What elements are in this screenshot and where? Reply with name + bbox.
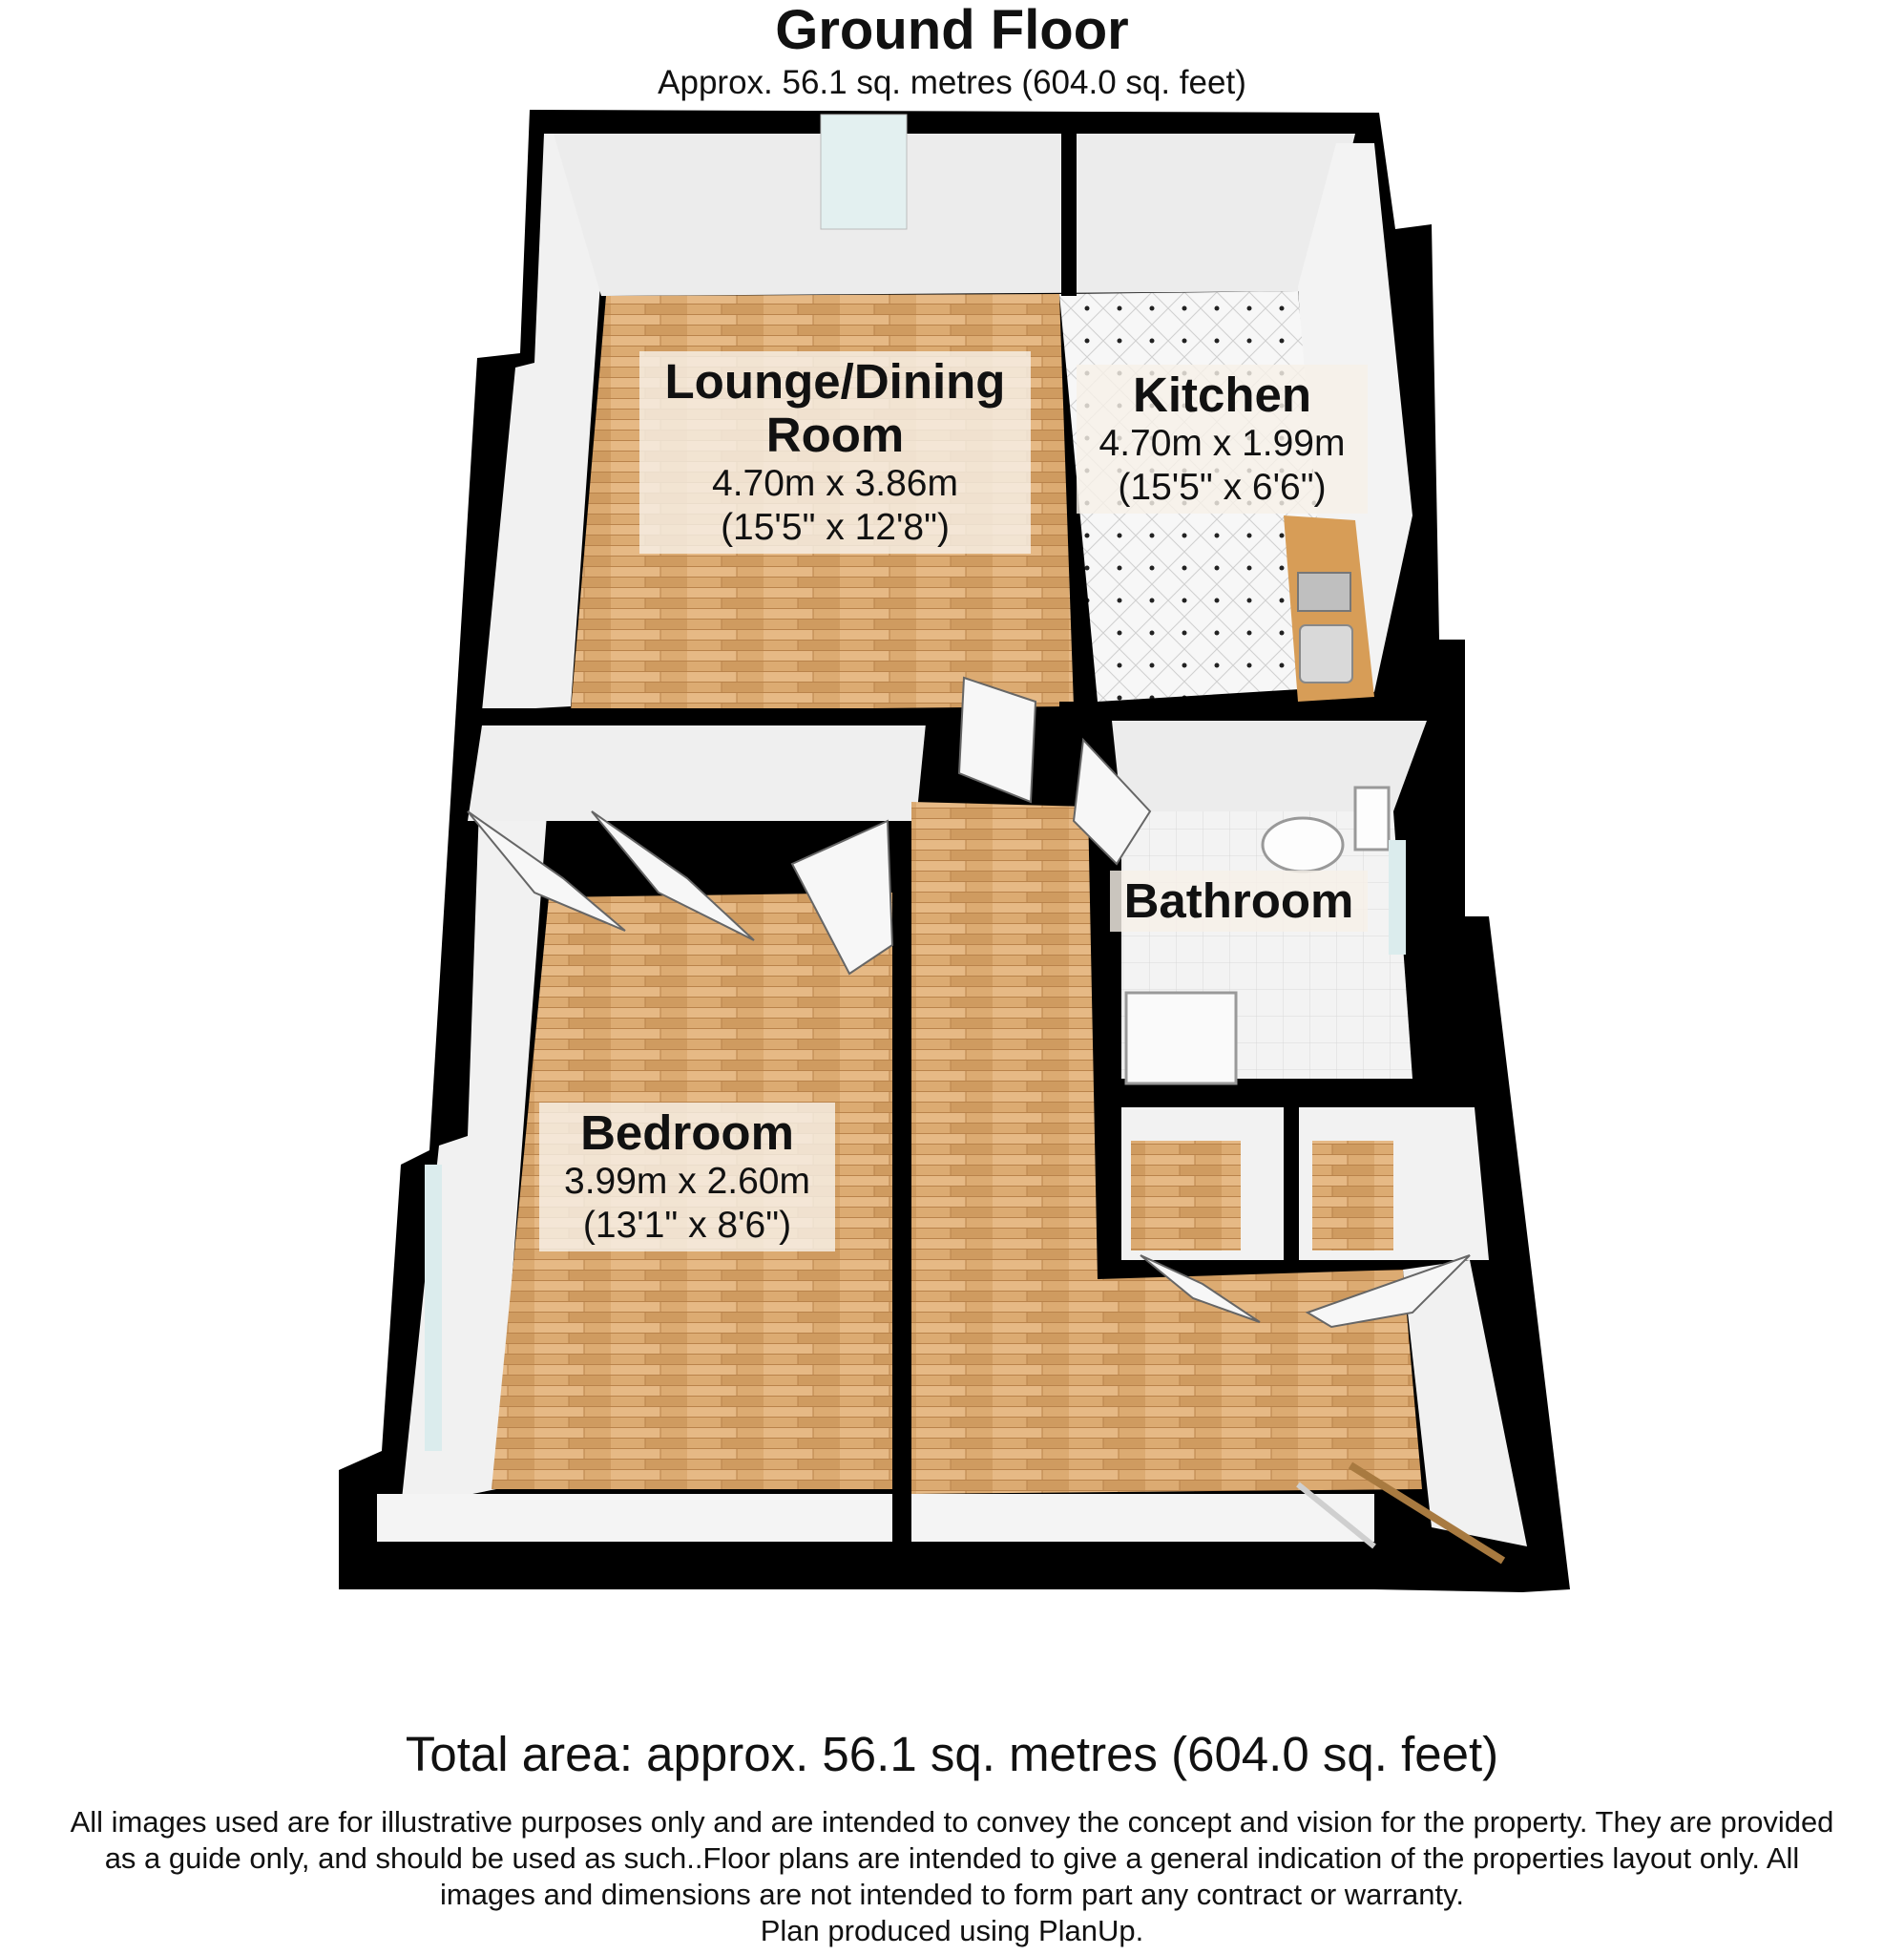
kitchen-hob — [1298, 573, 1350, 611]
disclaimer-line-1: All images used are for illustrative purposes only and are intended to convey the concept and vision for the property. They are provided — [70, 1805, 1834, 1839]
kitchen-metric: 4.70m x 1.99m — [1098, 423, 1346, 464]
bathroom-name: Bathroom — [1123, 873, 1354, 928]
bedroom-metric: 3.99m x 2.60m — [564, 1161, 810, 1202]
lounge-name-line1: Lounge/Dining — [664, 354, 1006, 409]
wall-kitchen-bath — [1059, 702, 1422, 719]
window-east — [1389, 840, 1406, 955]
kitchen-label — [1077, 365, 1368, 514]
toilet — [1263, 818, 1343, 872]
toilet-cistern — [1355, 788, 1389, 850]
cupboard-floor-left — [1131, 1141, 1241, 1251]
disclaimer-line-3: images and dimensions are not intended to form part any contract or warranty. — [440, 1878, 1464, 1911]
disclaimer-line-2: as a guide only, and should be used as such..Floor plans are intended to give a general indication of the properties layout only. All — [104, 1841, 1800, 1875]
window-west — [425, 1165, 442, 1451]
cupboard-floor-right — [1312, 1141, 1393, 1251]
lounge-imperial: (15'5" x 12'8") — [721, 507, 950, 548]
disclaimer-line-4: Plan produced using PlanUp. — [760, 1914, 1144, 1947]
wall-kitchen-lounge — [1061, 134, 1077, 296]
disclaimer — [0, 1804, 1904, 1949]
cupboard-divider — [1284, 1107, 1299, 1260]
plan-subtitle: Approx. 56.1 sq. metres (604.0 sq. feet) — [658, 64, 1246, 101]
wall-bedroom-hall — [892, 974, 910, 1546]
kitchen-imperial: (15'5" x 6'6") — [1118, 467, 1327, 508]
wall-face-north — [554, 134, 1355, 296]
wall-lounge-bedroom — [477, 708, 931, 725]
window-north — [821, 115, 907, 229]
bedroom-name: Bedroom — [580, 1105, 794, 1160]
lounge-metric: 4.70m x 3.86m — [712, 463, 958, 504]
hallway-south-wall — [911, 1494, 1374, 1542]
bedroom-imperial: (13'1" x 8'6") — [582, 1205, 792, 1246]
lounge-label — [639, 351, 1031, 554]
bedroom-south-wall — [377, 1494, 892, 1542]
bathroom-label — [1110, 871, 1368, 932]
bathtub — [1126, 993, 1236, 1083]
bedroom-label — [539, 1103, 835, 1251]
plan-title: Ground Floor — [775, 0, 1129, 61]
lounge-name-line2: Room — [765, 408, 905, 462]
wall-bath-south — [1102, 1088, 1475, 1104]
kitchen-sink — [1300, 625, 1352, 683]
bedroom-wardrobe — [468, 724, 926, 821]
total-area: Total area: approx. 56.1 sq. metres (604.0 sq. feet) — [405, 1727, 1499, 1781]
kitchen-name: Kitchen — [1132, 368, 1312, 422]
